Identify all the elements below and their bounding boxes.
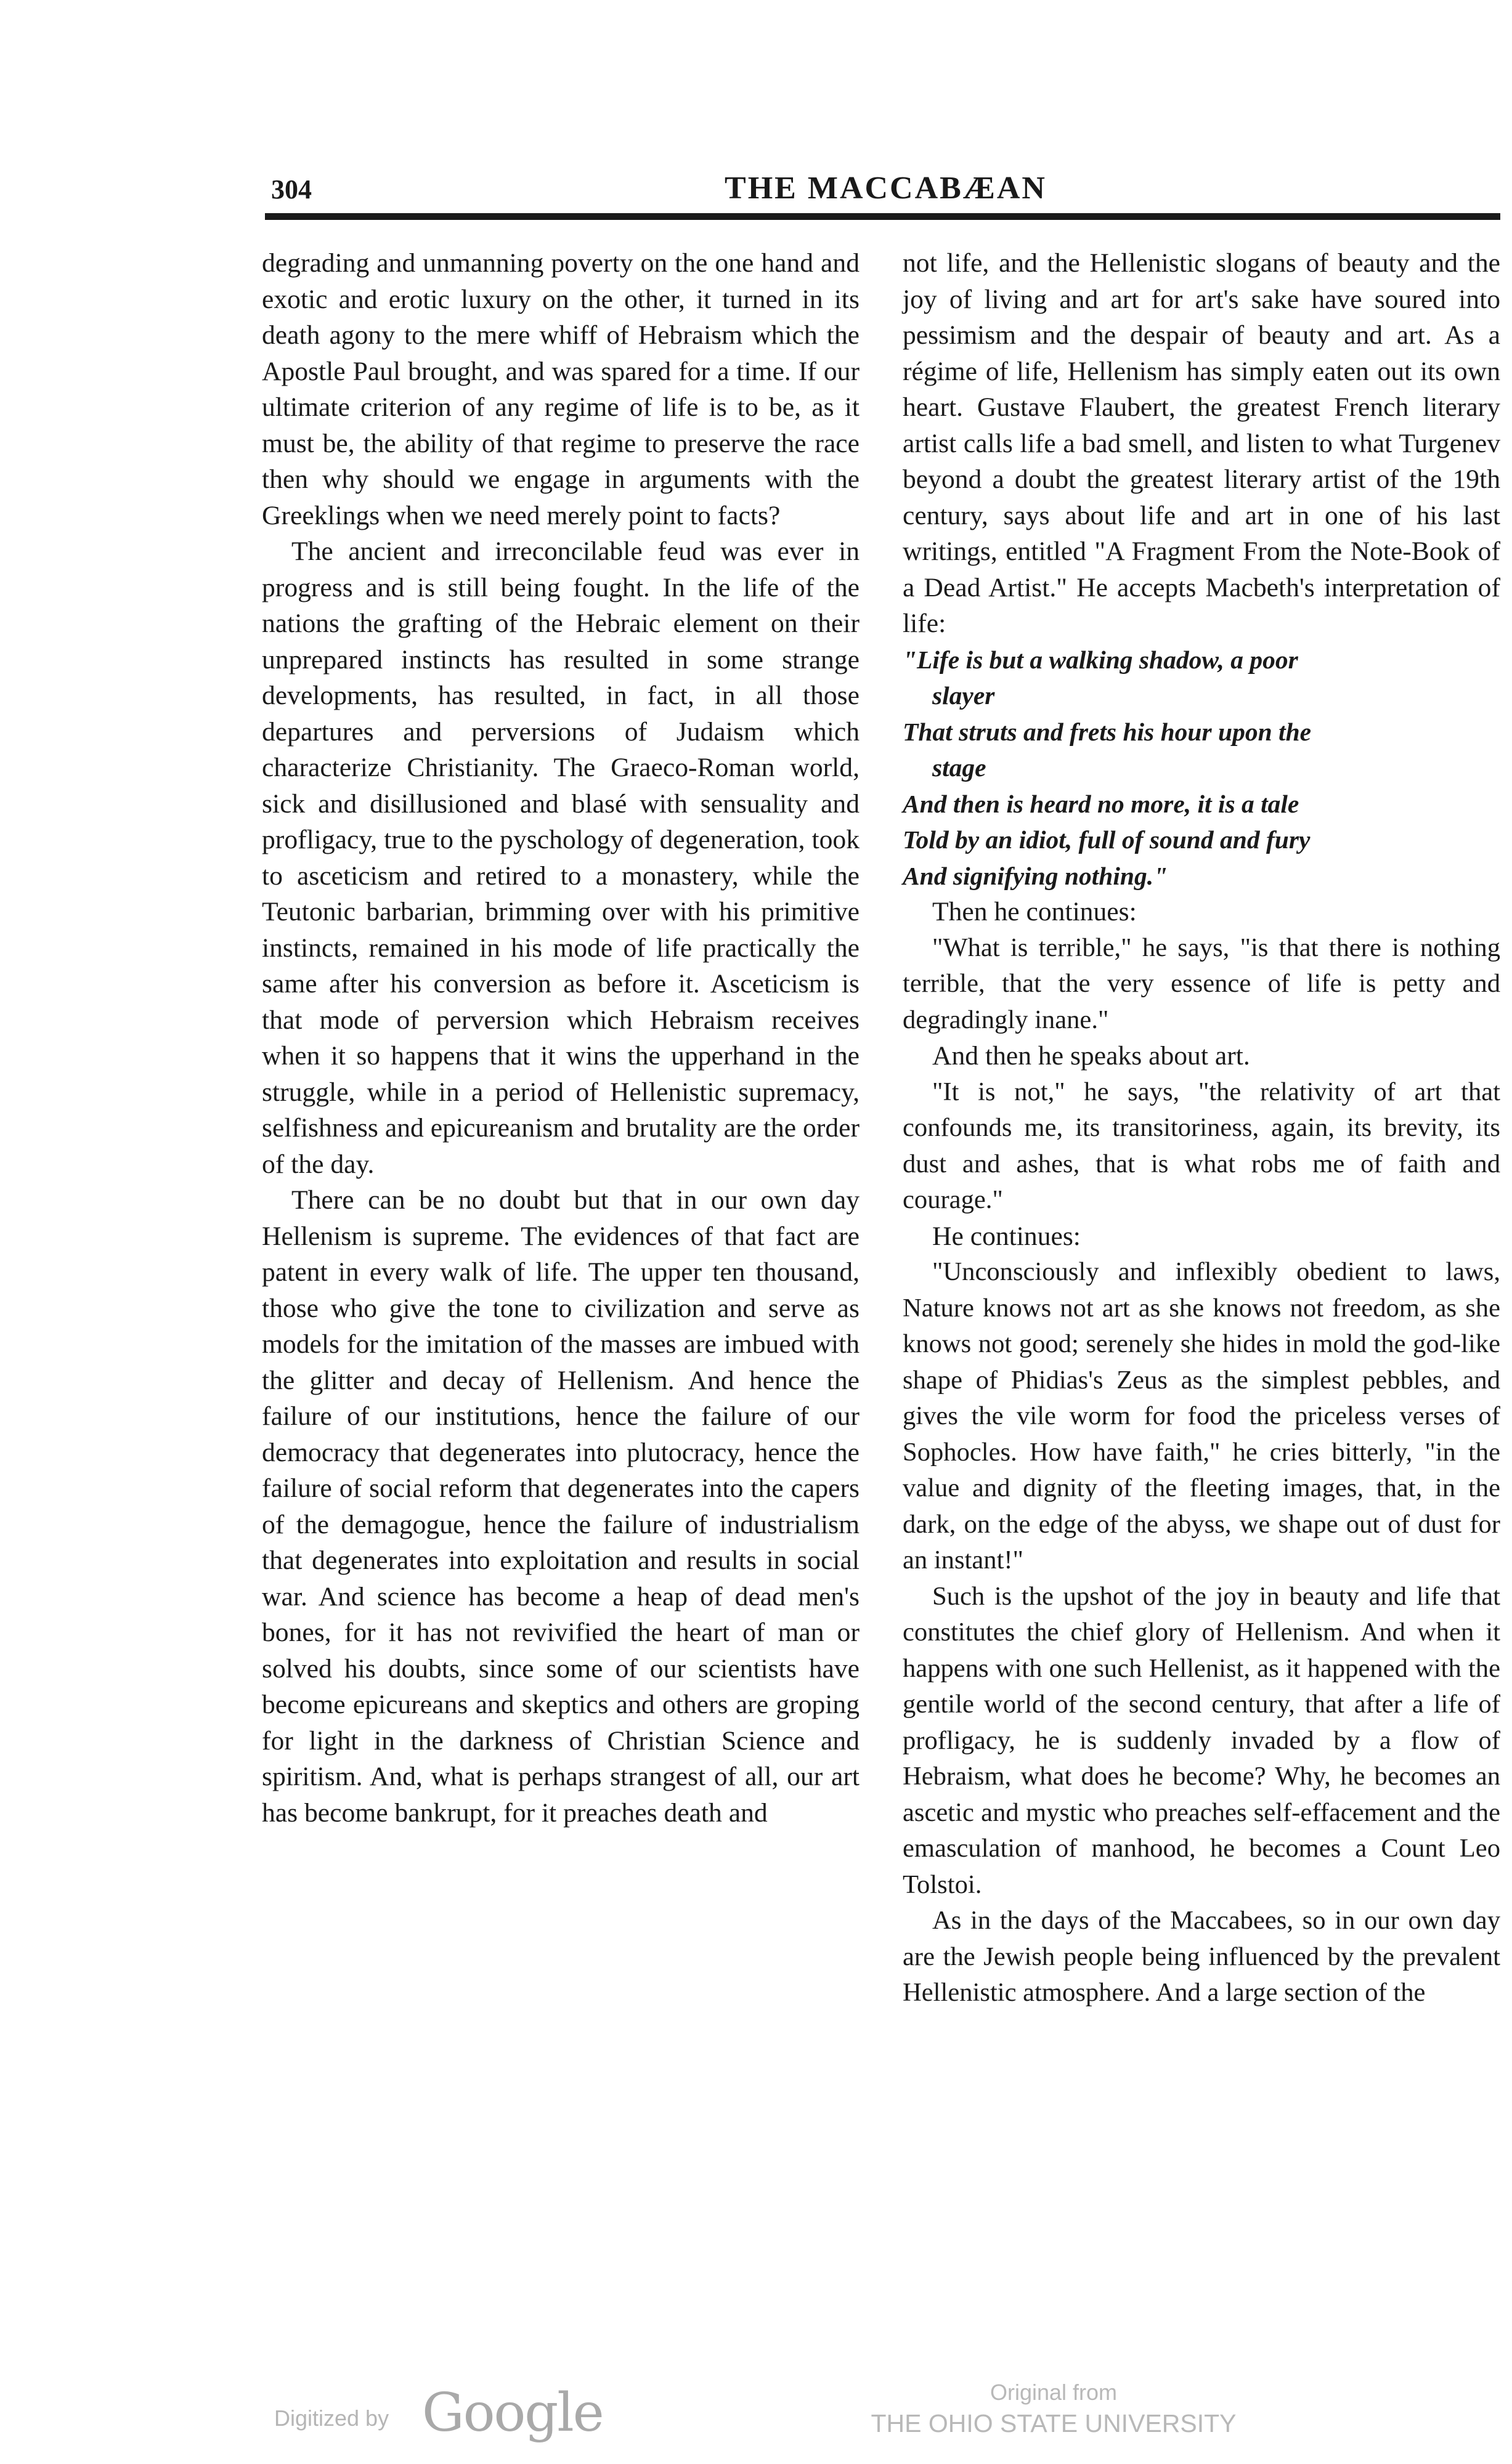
page-number: 304 xyxy=(271,174,312,205)
journal-title: THE MACCABÆAN xyxy=(725,171,1047,206)
verse-line: "Life is but a walking shadow, a poor xyxy=(903,645,1298,674)
google-logo: Google xyxy=(422,2382,603,2444)
source-label: Original from xyxy=(990,2380,1118,2405)
paragraph: There can be no doubt but that in our own day Hellenism is supreme. The evidences of that fact are patent in every walk of life. The upper ten thousand, those who give the tone to civilization and serve as models for the imitation of the masses are imbued with the glitter and decay of Hellenism. And hence the failure of our institutions, hence the failure of our democracy that degenerates into plutocracy, hence the failure of social reform that degenerates into the capers of the demagogue, hence the failure of industrialism that degenerates into exploitation and results in social war. And science has become a heap of dead men's bones, for it has not revivified the heart of man or solved his doubts, since some of our scientists have become epicureans and skeptics and others are groping for light in the darkness of Christian Science and spiritism. And, what is perhaps strangest of all, our art has become bankrupt, for it preaches death and xyxy=(262,1185,860,1828)
verse-line: That struts and frets his hour upon the xyxy=(903,717,1312,746)
paragraph: The ancient and irreconcilable feud was ever in progress and is still being fought. In the life of the nations the grafting of the Hebraic element on their unprepared instincts has resulted in some strange developments, has resulted, in fact, in all those departures and perversions of Judaism which characterize Christianity. The Graeco-Roman world, sick and disillusioned and blasé with sensuality and profligacy, true to the pyschology of degeneration, took to asceticism and retired to a monastery, while the Teutonic barbarian, brimming over with his primitive instincts, remained in his mode of life practically the same after his conversion as before it. Asceticism is that mode of perversion which Hebraism receives when it so happens that it wins the upperhand in the struggle, while in a period of Hellenistic supremacy, selfishness and epicureanism and brutality are the order of the day. xyxy=(262,537,860,1179)
paragraph: "Unconsciously and inflexibly obedient to laws, Nature knows not art as she knows not freedom, as she knows not good; serenely she hides in mold the god-like shape of Phidias's Zeus as the simplest pebbles, and gives the vile worm for food the priceless verses of Sophocles. How have faith," he cries bitterly, "in the value and dignity of the fleeting images, that, in the dark, on the edge of the abyss, we shape out of dust for an instant!" xyxy=(903,1257,1500,1574)
digitized-label: Digitized by xyxy=(274,2405,389,2431)
verse-line: Told by an idiot, full of sound and fury xyxy=(903,825,1311,854)
verse-line: And then is heard no more, it is a tale xyxy=(903,789,1299,818)
source-institution: THE OHIO STATE UNIVERSITY xyxy=(871,2409,1237,2438)
paragraph: "It is not," he says, "the relativity of art that confounds me, its transitoriness, again, its brevity, its dust and ashes, that is what robs me of faith and courage." xyxy=(903,1077,1500,1214)
paragraph: And then he speaks about art. xyxy=(932,1041,1250,1071)
digitized-by-google xyxy=(274,2375,632,2444)
verse-line-continuation: slayer xyxy=(932,681,995,710)
paragraph: As in the days of the Maccabees, so in our own day are the Jewish people being influenced by the prevalent Hellenistic atmosphere. And a large section of the xyxy=(903,1906,1500,2007)
verse-quotation xyxy=(903,642,1500,894)
header-rule xyxy=(265,213,1500,220)
right-column xyxy=(903,245,1500,2011)
paragraph: "What is terrible," he says, "is that there is nothing terrible, that the very essence of life is petty and degradingly inane." xyxy=(903,933,1500,1034)
left-column xyxy=(262,245,860,1831)
paragraph: He continues: xyxy=(932,1221,1081,1251)
page-header xyxy=(271,171,1500,211)
verse-line-continuation: stage xyxy=(932,753,986,782)
verse-line: And signifying nothing." xyxy=(903,861,1168,890)
source-attribution xyxy=(801,2378,1306,2439)
paragraph: Then he continues: xyxy=(932,897,1137,926)
paragraph: degrading and unmanning poverty on the one hand and exotic and erotic luxury on the other, it turned in its death agony to the mere whiff of Hebraism which the Apostle Paul brought, and was spared for a time. If our ultimate criterion of any regime of life is to be, as it must be, the ability of that regime to preserve the race then why should we engage in arguments with the Greeklings when we need merely point to facts? xyxy=(262,248,860,530)
paragraph: Such is the upshot of the joy in beauty and life that constitutes the chief glory of Hellenism. And when it happens with one such Hellenist, as it happened with the gentile world of the second century, that after a life of profligacy, he is suddenly invaded by a flow of Hebraism, what does he become? Why, he becomes an ascetic and mystic who preaches self-effacement and the emasculation of manhood, he becomes a Count Leo Tolstoi. xyxy=(903,1581,1500,1899)
paragraph: not life, and the Hellenistic slogans of beauty and the joy of living and art for art's sake have soured into pessimism and the despair of beauty and art. As a régime of life, Hellenism has simply eaten out its own heart. Gustave Flaubert, the greatest French literary artist calls life a bad smell, and listen to what Turgenev beyond a doubt the greatest literary artist of the 19th century, says about life and art in one of his last writings, entitled "A Fragment From the Note-Book of a Dead Artist." He accepts Macbeth's interpretation of life: xyxy=(903,248,1500,638)
